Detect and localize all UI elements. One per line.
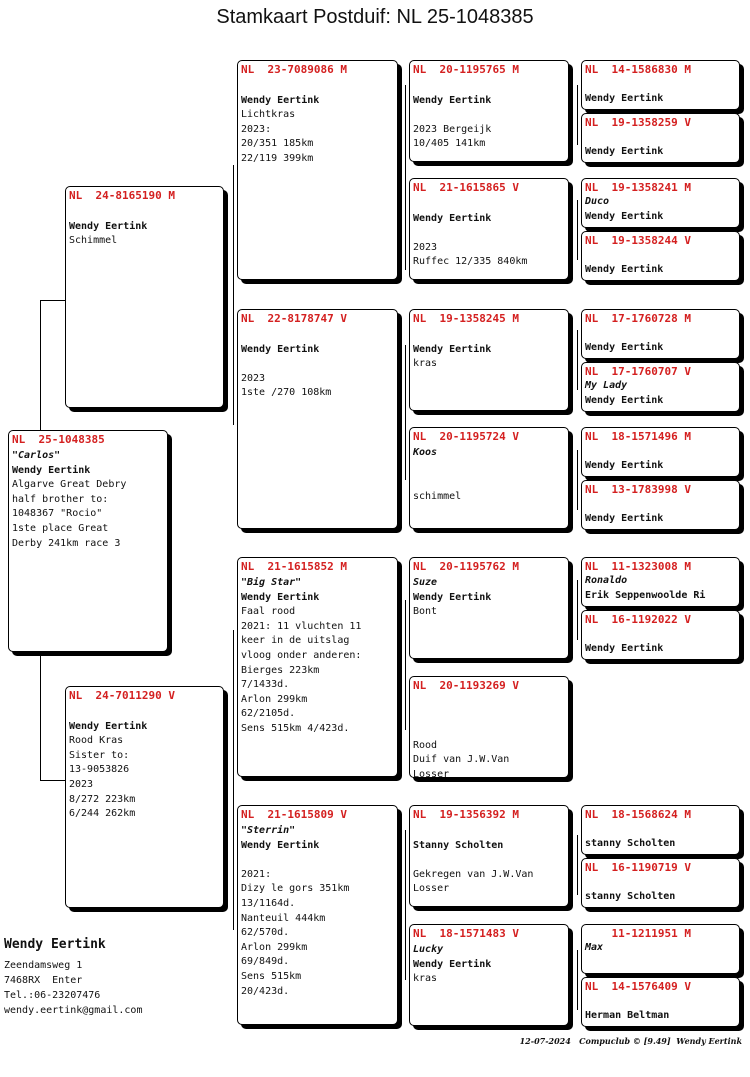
info-line: vloog onder anderen: <box>241 649 362 661</box>
owner-name: Wendy Eertink <box>241 343 320 355</box>
owner-name: Wendy Eertink <box>413 591 492 603</box>
ring-number: NL 21-1615865 V <box>413 181 519 194</box>
pigeon-card-g0[interactable] <box>581 60 740 110</box>
ring-number: NL 24-8165190 M <box>69 189 175 202</box>
owner-name: Wendy Eertink <box>12 464 91 476</box>
pigeon-card-g10[interactable] <box>581 805 740 855</box>
info-line: Sens 515km 4/423d. <box>241 722 350 734</box>
owner-name: Wendy Eertink <box>585 512 664 524</box>
pigeon-card-g9[interactable] <box>581 610 740 660</box>
ring-number: NL 20-1195724 V <box>413 430 519 443</box>
owner-name: Erik Seppenwoolde Ri <box>585 589 706 601</box>
info-line <box>413 226 565 241</box>
pigeon-name <box>413 79 565 94</box>
connector-line <box>577 200 578 260</box>
info-line: 13/1164d. <box>241 897 296 909</box>
connector-line <box>40 780 65 781</box>
info-line: 2021: <box>241 868 272 880</box>
owner-name: Wendy Eertink <box>585 459 664 471</box>
pigeon-card-g6[interactable] <box>581 427 740 477</box>
info-line: Lichtkras <box>241 109 296 121</box>
ring-number: NL 21-1615852 M <box>241 560 347 573</box>
pigeon-card-ff[interactable] <box>237 60 398 280</box>
owner-name: Wendy Eertink <box>585 642 664 654</box>
info-line: 2023 <box>69 778 94 790</box>
info-line: Schimmel <box>69 235 118 247</box>
ring-number: NL 18-1571496 M <box>585 430 691 443</box>
info-line: 2023 <box>241 372 266 384</box>
info-line: Bierges 223km <box>241 664 320 676</box>
pigeon-card-fm[interactable] <box>237 309 398 529</box>
info-line: Sister to: <box>69 749 130 761</box>
info-line <box>413 108 565 123</box>
pigeon-name <box>585 497 736 512</box>
pigeon-name <box>241 328 394 343</box>
owner-name: Wendy Eertink <box>585 394 664 406</box>
pigeon-card-g4[interactable] <box>581 309 740 359</box>
info-line: Algarve Great Debry <box>12 479 127 491</box>
owner-name: Wendy Eertink <box>413 958 492 970</box>
info-line: 62/570d. <box>241 927 290 939</box>
pigeon-card-mf[interactable] <box>237 557 398 777</box>
ring-number: NL 20-1195765 M <box>413 63 519 76</box>
ring-number: NL 24-7011290 V <box>69 689 175 702</box>
owner-name: Wendy Eertink <box>69 220 148 232</box>
breeder-contact <box>4 936 142 1018</box>
pigeon-name: Koos <box>413 447 438 458</box>
ring-number: NL 25-1048385 <box>12 433 105 446</box>
breeder-address: Zeendamsweg 1 <box>4 960 83 971</box>
owner-name: Wendy Eertink <box>413 94 492 106</box>
info-line <box>413 724 565 739</box>
ring-number: NL 19-1356392 M <box>413 808 519 821</box>
pigeon-card-fff[interactable] <box>409 60 569 162</box>
info-line: 69/849d. <box>241 956 290 968</box>
owner-name: Wendy Eertink <box>413 343 492 355</box>
pigeon-name <box>69 205 220 220</box>
connector-line <box>405 600 406 730</box>
page-title: Stamkaart Postduif: NL 25-1048385 <box>216 6 534 28</box>
connector-line <box>577 450 578 510</box>
pigeon-card-g11[interactable] <box>581 858 740 908</box>
owner-name <box>413 461 565 476</box>
pigeon-name: "Big Star" <box>241 577 302 588</box>
info-line: 22/119 399km <box>241 152 314 164</box>
info-line: 2023 Bergeijk <box>413 123 492 135</box>
pigeon-card-mm[interactable] <box>237 805 398 1025</box>
info-line <box>413 853 565 868</box>
info-line: Rood Kras <box>69 735 124 747</box>
pigeon-card-fmf[interactable] <box>409 309 569 411</box>
pigeon-name <box>413 824 565 839</box>
info-line: Gekregen van J.W.Van <box>413 868 534 880</box>
pigeon-name: My Lady <box>585 380 628 391</box>
info-line: keer in de uitslag <box>241 635 350 647</box>
info-line: kras <box>413 358 438 370</box>
pigeon-name: Suze <box>413 577 438 588</box>
ring-number: NL 19-1358241 M <box>585 181 691 194</box>
info-line: 2023 <box>413 241 438 253</box>
pigeon-card-fmm[interactable] <box>409 427 569 529</box>
pigeon-card-g13[interactable] <box>581 977 740 1027</box>
info-line: half brother to: <box>12 493 109 505</box>
ring-number: NL 16-1190719 V <box>585 861 691 874</box>
pigeon-card-mmm[interactable] <box>409 924 569 1026</box>
owner-name: Stanny Scholten <box>413 839 504 851</box>
ring-number: NL 13-1783998 V <box>585 483 691 496</box>
connector-line <box>577 950 578 1010</box>
info-line: 2023: <box>241 123 272 135</box>
ring-number: NL 19-1358259 V <box>585 116 691 129</box>
connector-line <box>577 580 578 640</box>
ring-number: NL 14-1576409 V <box>585 980 691 993</box>
pigeon-name <box>585 822 736 837</box>
pigeon-card-subject[interactable] <box>8 430 168 652</box>
info-line: Duif van J.W.Van <box>413 754 510 766</box>
owner-name: Wendy Eertink <box>585 263 664 275</box>
owner-name <box>585 956 736 971</box>
info-line: Losser <box>413 768 450 778</box>
pigeon-name <box>585 248 736 263</box>
connector-line <box>40 300 65 301</box>
info-line: Sens 515km <box>241 970 302 982</box>
owner-name: Wendy Eertink <box>413 212 492 224</box>
breeder-city: 7468RX Enter <box>4 975 83 986</box>
owner-name: Wendy Eertink <box>241 839 320 851</box>
breeder-email[interactable]: wendy.eertink@gmail.com <box>4 1005 143 1016</box>
info-line: 20/423d. <box>241 985 290 997</box>
footer-credit: 12-07-2024 Compuclub © [9.49] Wendy Eertink <box>519 1036 742 1046</box>
info-line: Arlon 299km <box>241 941 308 953</box>
pigeon-name: Lucky <box>413 944 444 955</box>
pigeon-card-father[interactable] <box>65 186 224 408</box>
owner-name: Wendy Eertink <box>585 92 664 104</box>
ring-number: NL 14-1586830 M <box>585 63 691 76</box>
info-line <box>241 853 394 868</box>
ring-number: NL 23-7089086 M <box>241 63 347 76</box>
ring-number: NL 19-1358244 V <box>585 234 691 247</box>
info-line: 2021: 11 vluchten 11 <box>241 620 362 632</box>
owner-name: Wendy Eertink <box>241 94 320 106</box>
owner-name: Wendy Eertink <box>241 591 320 603</box>
pigeon-name <box>585 130 736 145</box>
info-line: Derby 241km race 3 <box>12 537 121 549</box>
info-line: 1048367 "Rocio" <box>12 508 103 520</box>
pigeon-name <box>241 79 394 94</box>
ring-number: NL 21-1615809 V <box>241 808 347 821</box>
owner-name: Wendy Eertink <box>585 145 664 157</box>
pigeon-name <box>413 695 565 710</box>
pigeon-name: "Sterrin" <box>241 825 296 836</box>
info-line <box>413 475 565 490</box>
owner-name: Wendy Eertink <box>585 210 664 222</box>
info-line: Bont <box>413 606 438 618</box>
pigeon-card-mother[interactable] <box>65 686 224 908</box>
pigeon-card-g7[interactable] <box>581 480 740 530</box>
info-line: 7/1433d. <box>241 679 290 691</box>
owner-name: Wendy Eertink <box>585 341 664 353</box>
ring-number: NL 20-1193269 V <box>413 679 519 692</box>
info-line: 62/2105d. <box>241 708 296 720</box>
pigeon-card-g2[interactable] <box>581 178 740 228</box>
pigeon-name <box>585 994 736 1009</box>
info-line: Dizy le gors 351km <box>241 883 350 895</box>
breeder-phone: Tel.:06-23207476 <box>4 990 101 1001</box>
ring-number: 11-1211951 M <box>585 927 691 940</box>
pigeon-card-mfm[interactable] <box>409 676 569 778</box>
ring-number: NL 20-1195762 M <box>413 560 519 573</box>
connector-line <box>40 300 41 430</box>
connector-line <box>405 85 406 270</box>
info-line: 20/351 185km <box>241 138 314 150</box>
pigeon-name <box>585 875 736 890</box>
info-line: Arlon 299km <box>241 693 308 705</box>
info-line: Nanteuil 444km <box>241 912 326 924</box>
ring-number: NL 16-1192022 V <box>585 613 691 626</box>
pigeon-name <box>585 326 736 341</box>
info-line: kras <box>413 973 438 985</box>
connector-line <box>405 345 406 480</box>
connector-line <box>40 655 41 780</box>
pigeon-name <box>585 444 736 459</box>
info-line: Losser <box>413 883 450 895</box>
owner-name <box>413 710 565 725</box>
pigeon-name <box>413 197 565 212</box>
info-line: Faal rood <box>241 606 296 618</box>
pigeon-card-g5[interactable] <box>581 362 740 412</box>
pigeon-card-mff[interactable] <box>409 557 569 659</box>
breeder-name: Wendy Eertink <box>4 937 106 952</box>
pigeon-name <box>585 77 736 92</box>
info-line <box>241 357 394 372</box>
connector-line <box>577 330 578 390</box>
pigeon-card-g12[interactable] <box>581 924 740 974</box>
ring-number: NL 22-8178747 V <box>241 312 347 325</box>
info-line: schimmel <box>413 490 462 502</box>
connector-line <box>405 830 406 980</box>
pigeon-card-g3[interactable] <box>581 231 740 281</box>
ring-number: NL 17-1760728 M <box>585 312 691 325</box>
info-line: 1ste place Great <box>12 522 109 534</box>
ring-number: NL 11-1323008 M <box>585 560 691 573</box>
ring-number: NL 17-1760707 V <box>585 365 691 378</box>
pigeon-card-g8[interactable] <box>581 557 740 607</box>
info-line: 8/272 223km <box>69 793 136 805</box>
pigeon-name: Max <box>585 942 604 953</box>
owner-name: Wendy Eertink <box>69 720 148 732</box>
pigeon-card-g1[interactable] <box>581 113 740 163</box>
pigeon-name: "Carlos" <box>12 450 61 461</box>
pigeon-name <box>585 627 736 642</box>
info-line: Ruffec 12/335 840km <box>413 256 528 268</box>
owner-name: stanny Scholten <box>585 890 676 902</box>
pigeon-name <box>413 328 565 343</box>
pigeon-name <box>69 705 220 720</box>
pigeon-name: Ronaldo <box>585 575 628 586</box>
owner-name: Herman Beltman <box>585 1009 670 1021</box>
info-line: 10/405 141km <box>413 138 486 150</box>
connector-line <box>233 630 234 930</box>
pigeon-name: Duco <box>585 196 610 207</box>
pigeon-card-ffm[interactable] <box>409 178 569 280</box>
info-line: Rood <box>413 739 438 751</box>
info-line: 13-9053826 <box>69 764 130 776</box>
ring-number: NL 18-1568624 M <box>585 808 691 821</box>
connector-line <box>577 835 578 895</box>
connector-line <box>233 165 234 425</box>
ring-number: NL 19-1358245 M <box>413 312 519 325</box>
info-line: 6/244 262km <box>69 808 136 820</box>
owner-name: stanny Scholten <box>585 837 676 849</box>
pigeon-card-mmf[interactable] <box>409 805 569 907</box>
info-line: 1ste /270 108km <box>241 387 332 399</box>
ring-number: NL 18-1571483 V <box>413 927 519 940</box>
connector-line <box>577 85 578 145</box>
